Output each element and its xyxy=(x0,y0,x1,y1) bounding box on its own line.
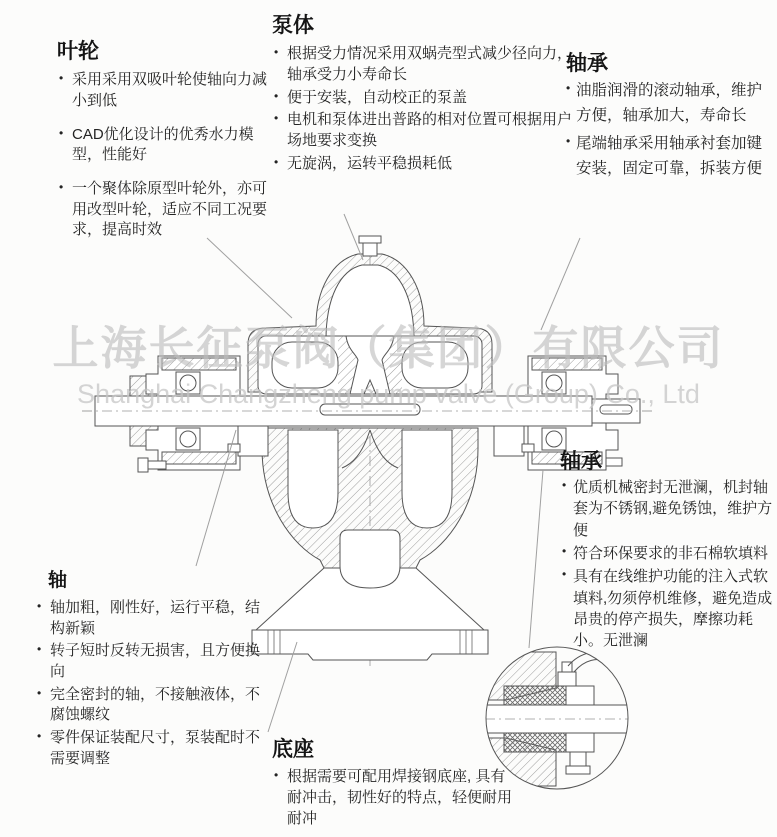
watermark-english: Shanghai Changzheng pump valve (Group) Co., Ltd xyxy=(77,379,700,409)
callout-seal xyxy=(560,450,775,654)
feature-item: • CAD优化设计的优秀水力模型，性能好 xyxy=(57,125,269,166)
feature-item: • 便于安装，自动校正的泵盖 xyxy=(272,88,572,109)
callout-pump-body xyxy=(272,14,572,176)
seal-feature-list xyxy=(560,477,775,651)
discharge-plug xyxy=(359,236,381,256)
feature-item: • 采用采用双吸叶轮使轴向力减小到低 xyxy=(57,70,269,111)
feature-item: • 轴加粗，刚性好，运行平稳，结构新颖 xyxy=(35,598,267,639)
feature-item: • 尾端轴承采用轴承衬套加键安装，固定可靠，拆装方便 xyxy=(566,132,766,182)
feature-item: • 电机和泵体进出普路的相对位置可根据用户场地要求变换 xyxy=(272,110,572,151)
leader-bearing xyxy=(541,238,580,330)
pump-shaft xyxy=(82,396,652,426)
callout-shaft xyxy=(35,570,267,771)
gland-upper xyxy=(566,686,594,705)
feature-item: • 一个聚体除原型叶轮外，亦可用改型叶轮，适应不同工况要求，提高时效 xyxy=(57,179,269,241)
center-pocket xyxy=(340,530,400,588)
feature-item: • 根据受力情况采用双蜗壳型式减少径向力，轴承受力小寿命长 xyxy=(272,44,572,85)
center-keyway xyxy=(320,404,420,415)
watermark-chinese: 上海长征泵阀（集团）有限公司 xyxy=(52,322,725,374)
packing-upper xyxy=(504,686,566,705)
callout-base xyxy=(272,738,517,829)
base-heading: 底座 xyxy=(272,738,314,761)
base-plate xyxy=(252,630,488,660)
feature-item: • 无旋涡，运转平稳损耗低 xyxy=(272,154,572,175)
leader-seal-detail xyxy=(529,470,543,648)
feature-item: • 根据需要可配用焊接钢底座, 具有耐冲击，韧性好的特点，轻便耐用耐冲 xyxy=(272,767,517,829)
lower-casing xyxy=(256,428,484,630)
pump-body-heading: 泵体 xyxy=(272,14,314,37)
callout-impeller xyxy=(57,40,269,254)
feature-item: • 具有在线维护功能的注入式软填料,勿须停机维修，避免造成昂贵的停产损失，摩擦功耗小。无泄澜 xyxy=(560,566,775,651)
leader-base xyxy=(268,642,297,732)
gland-lower xyxy=(566,733,594,752)
volute-channel-right xyxy=(402,342,468,388)
feature-item: • 零件保证装配尺寸，泵装配时不需要调整 xyxy=(35,728,267,769)
pump-body-feature-list xyxy=(272,44,572,174)
feature-item: • 优质机械密封无泄澜，机封轴套为不锈钢,避免锈蚀，维护方便 xyxy=(560,477,775,541)
bearing-top-heading: 轴承 xyxy=(566,52,608,75)
seal-heading: 轴承 xyxy=(560,450,602,473)
gland-bolt xyxy=(570,752,586,766)
shaft-heading: 轴 xyxy=(48,570,68,591)
feature-item: • 完全密封的轴，不接触液体，不腐蚀螺纹 xyxy=(35,685,267,726)
feature-item: • 油脂润滑的滚动轴承，维护方便，轴承加大，寿命长 xyxy=(566,79,766,129)
callout-bearing-top xyxy=(566,52,766,184)
base-feature-list xyxy=(272,767,517,829)
feature-item: • 转子短时反转无损害，且方便换向 xyxy=(35,641,267,682)
pump-casing xyxy=(248,236,492,394)
suction-channel-left xyxy=(288,430,338,528)
impeller-heading: 叶轮 xyxy=(57,40,99,63)
keyway xyxy=(600,405,632,414)
feature-item: • 符合环保要求的非石棉软填料 xyxy=(560,543,775,564)
flush-pipe xyxy=(568,652,614,666)
suction-channel-right xyxy=(402,430,452,528)
bearing-top-feature-list xyxy=(566,79,766,181)
flush-connector xyxy=(558,672,576,686)
impeller-feature-list xyxy=(57,70,269,241)
shaft-feature-list xyxy=(35,598,267,770)
volute-channel-left xyxy=(272,342,338,388)
